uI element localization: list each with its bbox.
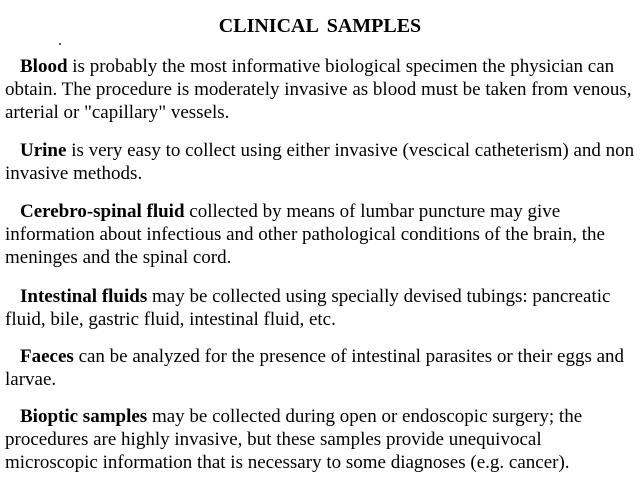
- term-faeces: Faeces: [20, 346, 74, 367]
- term-csf: Cerebro-spinal fluid: [20, 201, 185, 222]
- paragraph-intestinal-fluids: [5, 285, 635, 331]
- page-title: CLINICAL SAMPLES: [218, 15, 422, 37]
- paragraph-bioptic-samples: [5, 405, 635, 474]
- paragraph-text-csf: collected by means of lumbar puncture may give information about infectious and other pathological conditions of the brain, the meninges and the spinal cord.: [5, 201, 605, 268]
- paragraph-csf: [5, 200, 635, 269]
- term-urine: Urine: [20, 140, 67, 161]
- paragraph-text-blood: is probably the most informative biological specimen the physician can obtain. The procedure is moderately invasive as blood must be taken from venous, arterial or "capillary" vessels.: [5, 56, 632, 123]
- paragraph-text-bioptic-samples: may be collected during open or endoscopic surgery; the procedures are highly invasive, but these samples provide unequivocal microscopic information that is necessary to some diagnoses (e.g. cancer).: [5, 406, 583, 473]
- paragraph-text-faeces: can be analyzed for the presence of intestinal parasites or their eggs and larvae.: [5, 346, 625, 390]
- paragraph-text-urine: is very easy to collect using either invasive (vescical catheterism) and non invasive methods.: [5, 140, 635, 184]
- stray-dot: [59, 43, 61, 45]
- term-bioptic-samples: Bioptic samples: [20, 406, 148, 427]
- paragraph-faeces: [5, 345, 635, 391]
- paragraph-text-intestinal-fluids: may be collected using specially devised tubings: pancreatic fluid, bile, gastric fluid, intestinal fluid, etc.: [5, 286, 611, 330]
- term-blood: Blood: [20, 56, 68, 77]
- paragraph-urine: [5, 139, 635, 185]
- term-intestinal-fluids: Intestinal fluids: [20, 286, 148, 307]
- paragraph-blood: [5, 55, 635, 124]
